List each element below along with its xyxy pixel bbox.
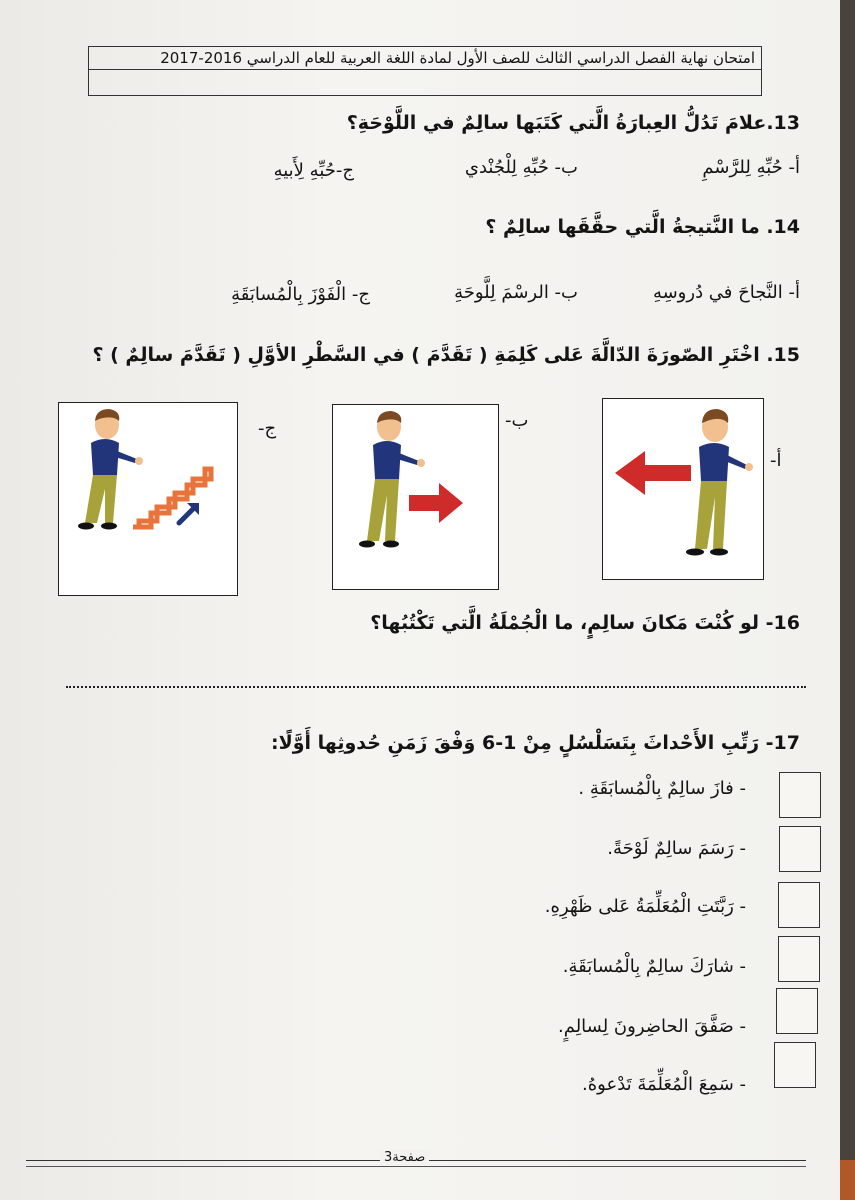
order-box-6[interactable]	[774, 1042, 816, 1088]
header-divider	[89, 69, 761, 70]
image-option-b	[332, 404, 499, 590]
background-corner	[840, 1160, 855, 1200]
question-13: 13.علامَ تَدُلُّ العِبارَةُ الَّتي كَتَبَها سالِمٌ في اللَّوْحَةِ؟	[346, 112, 800, 134]
order-box-4[interactable]	[778, 936, 820, 982]
boy-figure-icon	[359, 411, 425, 548]
red-arrow-right-icon	[409, 483, 463, 523]
q13-option-a: أ- حُبِّهِ لِلرَّسْمِ	[702, 157, 800, 178]
q15-label-a: أ-	[770, 450, 782, 471]
header-title: امتحان نهاية الفصل الدراسي الثالث للصف الأول لمادة اللغة العربية للعام الدراسي 2016-2017	[160, 49, 755, 67]
q14-option-c: ج- الْفَوْزَ بِالْمُسابَقَةِ	[231, 284, 370, 305]
event-item-1: - فازَ سالِمٌ بِالْمُسابَقَةِ .	[578, 778, 746, 799]
event-item-6: - سَمِعَ الْمُعَلِّمَةَ تَدْعوهُ.	[582, 1074, 746, 1095]
question-17: 17- رَتِّبِ الأَحْداثَ بِتَسَلْسُلٍ مِنْ 1-6 وَفْقَ زَمَنِ حُدوثِها أَوَّلًا:	[270, 732, 800, 754]
page-number: صفحة3	[380, 1150, 429, 1165]
boy-figure-icon	[686, 409, 753, 556]
q13-option-b: ب- حُبِّهِ لِلْجُنْدي	[464, 157, 578, 178]
q15-label-b: ب-	[505, 410, 529, 431]
question-14: 14. ما النَّتيجةُ الَّتي حقَّقَها سالِمٌ ؟	[485, 216, 800, 238]
stairs-icon	[133, 469, 211, 527]
background-edge	[840, 0, 855, 1200]
event-item-4: - شارَكَ سالِمٌ بِالْمُسابَقَةِ.	[562, 956, 746, 977]
red-arrow-left-icon	[615, 451, 691, 495]
answer-dotted-line	[66, 686, 806, 688]
image-option-c	[58, 402, 238, 596]
image-option-a	[602, 398, 764, 580]
up-arrow-icon	[179, 503, 199, 523]
order-box-2[interactable]	[779, 826, 821, 872]
order-box-1[interactable]	[779, 772, 821, 818]
order-box-3[interactable]	[778, 882, 820, 928]
q15-label-c: ج-	[258, 418, 277, 439]
event-item-5: - صَفَّقَ الحاضِرونَ لِسالِمٍ.	[558, 1016, 746, 1037]
q13-option-c: ج-حُبِّهِ لِأَبيهِ	[273, 160, 354, 181]
event-item-3: - رَبَّتَتِ الْمُعَلِّمَةُ عَلى ظَهْرِهِ.	[544, 896, 746, 917]
order-box-5[interactable]	[776, 988, 818, 1034]
question-16: 16- لو كُنْتَ مَكانَ سالِمٍ، ما الْجُمْلَةُ الَّتي تَكْتُبُها؟	[370, 612, 800, 634]
exam-header	[88, 46, 762, 96]
boy-figure-icon	[78, 409, 143, 530]
q14-option-a: أ- النَّجاحَ في دُروسِهِ	[652, 282, 800, 303]
event-item-2: - رَسَمَ سالِمٌ لَوْحَةً.	[607, 838, 746, 859]
question-15: 15. اخْتَرِ الصّورَةَ الدّالَّةَ عَلى كَلِمَةِ ( تَقَدَّمَ ) في السَّطْرِ الأوَّلِ ( تَقَدَّمَ سالِمٌ ) ؟	[92, 344, 800, 366]
q14-option-b: ب- الرسْمَ لِلَّوحَةِ	[454, 282, 578, 303]
footer-rule-secondary	[26, 1166, 806, 1167]
